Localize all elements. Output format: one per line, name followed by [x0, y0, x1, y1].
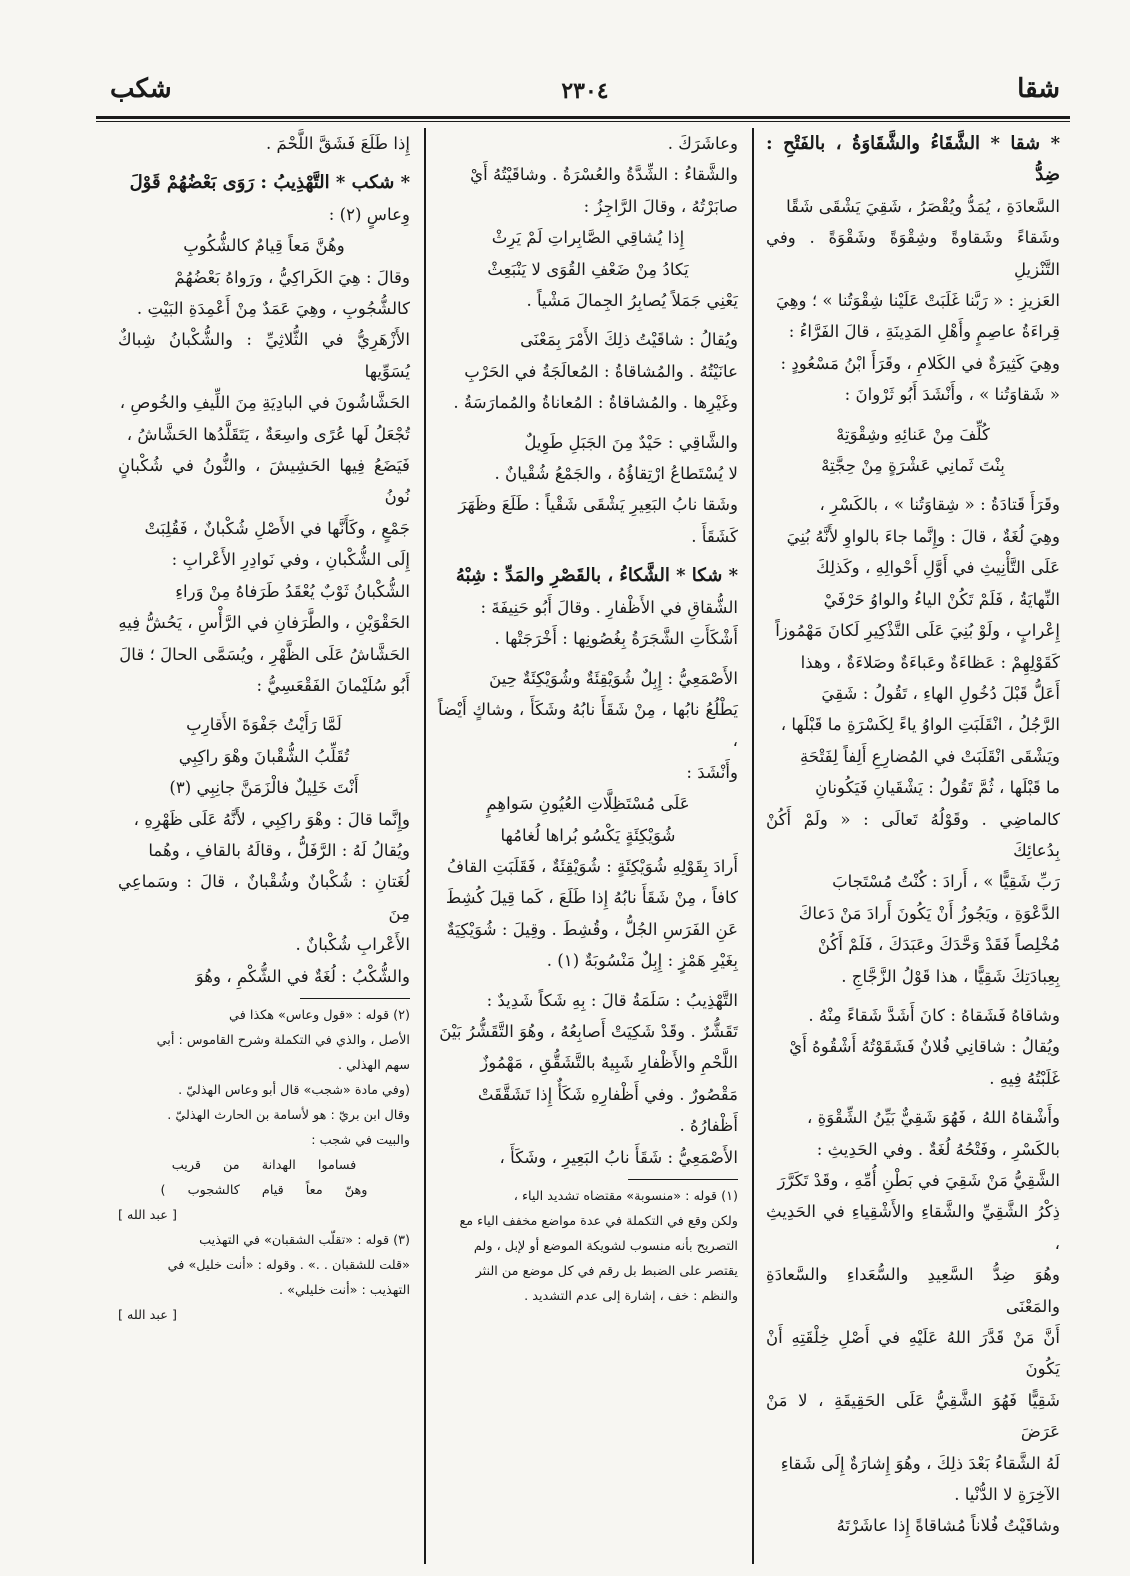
text-line: والشُّكْبُ : لُغَةٌ في الشُّكْمِ ، وهُوَ — [195, 966, 410, 986]
text-line: العَزيزِ : « رَبَّنا غَلَبَتْ عَلَيْنا شِقْوَتُنا » ؛ وهِيَ — [775, 291, 1060, 311]
text-line: الحَقْوَيْنِ ، والطَّرَفانِ في الرَّأْسِ ، يَحُشُّ فِيهِ — [118, 613, 410, 633]
text-line: وعاشَرَكَ . — [667, 134, 738, 153]
text-line: جَمْعٍ ، وكَأَنَّها في الأَصْلِ شُكْبانٌ ، فَقُلِبَتْ — [144, 518, 410, 538]
verse-line: يَكادُ مِنْ ضَعْفِ القُوَى لا يَنْبَعِثْ — [487, 259, 689, 279]
text-line: وشاقاهُ فَشَقاهُ : كانَ أَشَدَّ شَقاءً مِنْهُ . — [808, 1005, 1060, 1025]
text-line: إِعْرابٍ ، ولَوْ بُنِيَ عَلَى التَّذْكِيرِ لَكانَ مَهْمُوزاً — [775, 621, 1060, 641]
text-line: لَهُ الشَّقاءُ بَعْدَ ذلِكَ ، وهُوَ إِشارَةٌ إِلَى شَقاءِ — [780, 1453, 1060, 1473]
text-line: وأَنْشَدَ : — [686, 762, 738, 782]
header-rule-thin — [96, 121, 1070, 122]
text-line: لا يُسْتَطاعُ ارْتِقاؤُهُ ، والجَمْعُ شُقْيانٌ . — [494, 464, 738, 484]
text-line: بِغَيْرِ هَمْزٍ : إِبِلٌ مَنْسُوبَةٌ (١) . — [546, 951, 738, 971]
text-line: ويَشْقَى انْقَلَبَتْ في المُضارِعِ أَلِفاً لِفَتْحَةِ — [799, 746, 1060, 766]
text-line: مَقْصُورٌ . وفي أَظْفارِهِ شَكَأٌ إِذا تَشَقَّقَتْ — [477, 1084, 738, 1104]
verse-line: كُلِّفَ مِنْ عَنائِهِ وشِقْوَتِهْ — [836, 424, 990, 444]
text-line: أَبُو سُلَيْمانَ الفَقْعَسِيُّ : — [256, 675, 410, 695]
column-divider-left — [424, 128, 426, 1564]
page-number: ٢٣٠٤ — [561, 78, 609, 104]
header-entry-left: شكب — [110, 74, 172, 104]
text-line: وشَقا نابُ البَعِيرِ يَشْقَى شَقْياً : طَلَعَ وظَهَرَ — [458, 495, 738, 515]
footnote-verse: فساموا الهدانة من قريب — [171, 1157, 357, 1173]
text-line: التَّهْذِيبُ : سَلَمَةُ قالَ : بِهِ شَكاً شَدِيدٌ : — [486, 990, 738, 1010]
text-line: أَعَلُّ قَبْلَ دُخُولِ الهاءِ ، تَقُولُ : شَقِيَ — [821, 683, 1060, 703]
text-line: وهِيَ كَثِيرَةٌ في الكَلامِ ، وقَرَأَ ابْنُ مَسْعُودٍ : — [780, 353, 1060, 373]
footnote-line: «قلت للشقبان . .» . وقوله : «أنت خليل» في — [167, 1257, 410, 1273]
page-header — [100, 70, 1070, 114]
verse-line: أَنْتَ خَلِيلٌ فالْزَمَنَّ جانِبِي (٣) — [169, 778, 359, 798]
text-line: وهِيَ لُغَةٌ ، قالَ : وإِنَّما جاءَ بالواوِ لأَنَّهُ بُنِيَ — [786, 526, 1060, 546]
verse-line: وهُنَّ مَعاً قِيامٌ كالشُّكُوبِ — [183, 236, 345, 256]
text-line: يَعْنِي جَمَلاً يُصابِرُ الجِمالَ مَشْياً . — [526, 291, 738, 311]
verse-line: لَمَّا رَأَيْتُ جَفْوَةَ الأَقارِبِ — [186, 715, 342, 735]
spacer — [438, 655, 738, 663]
text-line: والشَّاقِي : حَيْدٌ مِنَ الجَبَلِ طَوِيلٌ — [524, 432, 738, 452]
footnote-line: (٣) قوله : «تقلّب الشقبان» في التهذيب — [199, 1232, 410, 1248]
text-line: الشُّقاقِ في الأَظْفارِ . وقالَ أَبُو حَنِيفَةَ : — [480, 597, 738, 617]
text-line: كَشَقَأَ . — [691, 526, 738, 546]
text-line: أَنَّ مَنْ قَدَّرَ اللهُ عَلَيْهِ في أَصْلِ خِلْقَتِهِ أَنْ يَكُونَ — [766, 1328, 1060, 1379]
spacer — [118, 159, 410, 167]
spacer — [438, 419, 738, 427]
footnote-line: سهم الهذلي . — [338, 1057, 410, 1073]
verse-line: عَلَى مُسْتَظِلَّاتِ العُيُونِ سَواهِمٍ — [486, 794, 690, 814]
spacer — [766, 411, 1060, 419]
text-line: أَشْكَأَتِ الشَّجَرَةُ بِغُصُونِها : أَخْرَجَتْها . — [494, 629, 738, 649]
text-line: وقالَ : هِيَ الكَراكِيُّ ، ورَواهُ بَعْضُهُمْ — [174, 267, 410, 287]
footnote-line: (وفي مادة «شجب» قال أبو وعاس الهذليّ . — [178, 1082, 410, 1098]
text-line: شَقِيًّا فَهُوَ الشَّقِيُّ عَلَى الحَقِيقَةِ ، لا مَنْ عَرَضَ — [766, 1390, 1060, 1442]
verse-line: بِنْتَ ثَمانِي عَشْرَةٍ مِنْ حِجَّتِهْ — [821, 456, 1005, 476]
entry-headword-line: * شكا * الشَّكاءُ ، بالقَصْرِ والمَدِّ : شِبْهُ — [455, 565, 738, 587]
spacer — [438, 552, 738, 560]
footnote-rule — [628, 1179, 738, 1180]
text-line: عَلَى التَّأْنِيثِ في أَوَّلِ أَحْوالِهِ ، وكَذلِكَ — [816, 558, 1060, 578]
text-line: ذِكْرُ الشَّقِيِّ والشَّقاءِ والأَشْقِياءِ في الحَدِيثِ ، — [766, 1202, 1060, 1253]
text-line: تُجْعَلُ لَها عُرًى واسِعَةٌ ، يَتَقَلَّدُها الحَشَّاشُ ، — [126, 424, 410, 444]
text-line: وغَيْرِها . والمُشاقاةُ : المُعاناةُ والمُمارَسَةُ . — [453, 393, 738, 413]
text-line: يَطْلُعُ نابُها ، مِنْ شَقَأَ نابُهُ وشَكَأَ ، وشاكٍ أَيْضاً ، — [438, 699, 738, 751]
text-line: غَلَبْتُهُ فِيهِ . — [989, 1068, 1060, 1088]
spacer — [766, 992, 1060, 1000]
text-line: السَّعادَةِ ، يُمَدُّ ويُقْصَرُ ، شَقِيَ يَشْقَى شَقًا — [786, 196, 1060, 216]
footnote-line: الأصل ، والذي في التكملة وشرح القاموس : أبي — [156, 1032, 410, 1048]
text-line: وشَقاءً وشَقاوةً وشِقْوَةً وشَقْوَةً . وفي التَّنْزيلِ — [766, 228, 1060, 279]
text-line: النِّهايَةُ ، فَلَمْ تَكُنْ الياءُ والواوُ حَرْفَيْ — [823, 589, 1060, 609]
footnote-line: ولكن وقع في التكملة في عدة مواضع مخفف الياء مع — [459, 1214, 738, 1229]
text-line: الحَشَّاشُونَ في البادِيَةِ مِنَ اللِّيفِ والخُوصِ ، — [119, 393, 410, 413]
footnote-verse: وهنّ معاً قيام كالشجوب ) — [160, 1182, 368, 1198]
footnote-line: التهذيب : «أنت خليلي» . — [279, 1282, 410, 1298]
footnote-signature: [ عبد الله ] — [118, 1307, 177, 1323]
text-line: أَرادَ بِقَوْلِهِ شُوَيْكِئَةٍ : شُوَيْقِئَةٌ ، فَقَلَبَتِ القافُ — [446, 856, 738, 876]
text-line: وقَرَأَ قَتادَةُ : « شِقاوَتُنا » ، بالكَسْرِ ، — [819, 495, 1060, 515]
text-line: اللَّحْمِ والأَظْفارِ شَبِيهٌ بالتَّشَقُّقِ ، مَهْمُوزٌ — [480, 1053, 738, 1073]
verse-line: إِذا يُشاقِي الصَّابِراتِ لَمْ يَرِثْ — [491, 228, 685, 248]
text-line: ويُقالُ : شاقانِي فُلانٌ فَشَقَوْتُهُ أَشْقُوهُ أَيْ — [789, 1037, 1060, 1057]
text-line: الأَزْهَرِيُّ في الثُّلاثِيِّ : والشُّكْبانُ شِباكٌ يُسَوِّيها — [118, 330, 410, 381]
text-line: الرَّجُلُ ، انْقَلَبَتِ الواوُ ياءً لِكَسْرَةِ ما قَبْلَها ، — [780, 715, 1060, 735]
text-line: والشَّقاءُ : الشِّدَّةُ والعُسْرَةُ . وشاقَيْتُهُ أَيْ — [470, 165, 738, 185]
text-line: الشُّكْبانُ ثَوْبٌ يُعْقَدُ طَرَفاهُ مِنْ وَراءِ — [175, 581, 410, 601]
text-line: الدَّعْوَةِ ، ويَجُوزُ أَنْ يَكُونَ أَرادَ مَنْ دَعاكَ — [798, 903, 1060, 923]
text-line: لُغَتانِ : شُكْبانٌ وشُقْبانٌ ، قالَ : وسَماعِي مِنَ — [118, 872, 410, 923]
text-line: بِعِبادَتِكَ شَقِيًّا ، هذا قَوْلُ الزَّجَّاجِ . — [841, 966, 1060, 986]
text-line: عَنِ الفَرَسِ الجُلُّ ، وقُشِطَ . وقِيلَ : شُوَيْكِيَةٌ — [446, 919, 738, 939]
text-line: قِراءَةُ عاصِمٍ وأَهْلِ المَدِينَةِ ، قالَ الفَرَّاءُ : — [788, 322, 1060, 342]
text-line: الأَصْمَعِيُّ : إِبِلٌ شُوَيْقِئَةٌ وشُوَيْكِئَةٌ حِينَ — [489, 668, 738, 688]
text-line: وهُوَ ضِدُّ السَّعِيدِ والسُّعَداءِ والسَّعادَةِ والمَعْنَى — [766, 1265, 1060, 1316]
column-left — [108, 128, 420, 1558]
footnote-line: وقال ابن بريّ : هو لأسامة بن الحارث الهذليّ . — [167, 1107, 410, 1123]
text-line: تَقَشُّرٌ . وقَدْ شَكِيَتْ أَصابِعُهُ ، وهُوَ التَّقَشُّرُ بَيْنَ — [439, 1021, 738, 1041]
text-line: إِلَى الشُّكْبانِ ، وفي نَوادِرِ الأَعْرابِ : — [171, 550, 410, 570]
verse-line: تُقَلِّبُ الشُّقْبانَ وهْوَ راكِبِي — [178, 746, 350, 766]
text-line: رَبِّ شَقِيًّا » ، أَرادَ : كُنْتُ مُسْتَجابَ — [832, 872, 1060, 892]
text-line: وإِنَّما قالَ : وهْوَ راكِبِي ، لأَنَّهُ عَلَى ظَهْرِهِ ، — [133, 809, 410, 829]
text-line: ويُقالُ : شاقَيْتُ ذلِكَ الأَمْرَ بِمَعْنَى — [520, 330, 738, 350]
spacer — [766, 481, 1060, 489]
spacer — [438, 316, 738, 324]
text-line: ويُقالُ لَهُ : الرَّفَلُّ ، وقالَهُ بالقافِ ، وهُما — [148, 840, 410, 860]
footnote-line: (١) قوله : «منسوبة» مقتضاه تشديد الياء ، — [513, 1189, 738, 1204]
verse-line: شُوَيْكِئَةٍ يَكْسُو بُراها لُغامُها — [500, 825, 676, 845]
footnote-signature: [ عبد الله ] — [118, 1207, 177, 1223]
entry-headword-line: * شكب * التَّهْذِيبُ : رَوَى بَعْضُهُمْ قَوْلَ — [129, 172, 410, 194]
footnote-line: التصريح بأنه منسوب لشويكة الموضع أو لإبل ، ولم — [473, 1239, 738, 1254]
spacer — [766, 1094, 1060, 1102]
text-line: الآخِرَةِ لا الدُّنْيا . — [954, 1485, 1060, 1505]
footnote-line: والنظم : خف ، إشارة إلى عدم التشديد . — [524, 1289, 738, 1304]
text-line: عانَيْتُهُ . والمُشاقاةُ : المُعالَجَةُ في الحَرْبِ — [464, 361, 738, 381]
text-line: كافاً ، مِنْ شَقَأَ نابُهُ إِذا طَلَعَ ، كَما قِيلَ كُشِطَ — [445, 888, 738, 908]
text-line: وأَشْقاهُ اللهُ ، فَهُوَ شَقِيٌّ بَيِّنُ الشِّقْوَةِ ، — [806, 1108, 1060, 1128]
text-line: وشاقَيْتُ فُلاناً مُشاقاةً إِذا عاشَرْتَهُ — [836, 1516, 1060, 1536]
text-line: الأَصْمَعِيُّ : شَقَأَ نابُ البَعِيرِ ، وشَكَأَ ، — [499, 1147, 738, 1167]
text-line: كالماضِي . وقَوْلُهُ تَعالَى : « ولَمْ أَكُنْ بِدُعائِكَ — [766, 809, 1060, 860]
footnote-line: يقتصر على الضبط بل رقم في كل موضع من النثر — [475, 1264, 738, 1279]
footnote-rule — [300, 998, 410, 999]
text-line: الحَشَّاشُ عَلَى الظَّهْرِ ، ويُسَمَّى الحالَ ؛ قالَ — [119, 644, 410, 664]
text-line: ما قَبْلَها ، ثُمَّ تَقُولُ : يَشْقَيانِ فَيَكُونانِ — [815, 778, 1060, 798]
footnote-line: (٢) قوله : «قول وعاس» هكذا في — [229, 1007, 410, 1023]
text-line: بالكَسْرِ ، وفَتْحُهُ لُغَةٌ . وفي الحَدِيثِ : — [816, 1139, 1060, 1159]
header-entry-right: شقا — [1017, 74, 1060, 104]
spacer — [438, 977, 738, 985]
spacer — [118, 701, 410, 709]
text-line: الشَّقِيُّ مَنْ شَقِيَ في بَطْنِ أُمِّهِ ، وقَدْ تَكَرَّرَ — [777, 1171, 1060, 1190]
column-divider-right — [752, 128, 754, 1564]
text-line: كَقَوْلِهِمْ : عَظاءَةٌ وعَباءَةٌ وصَلاءَةٌ ، وهذا — [800, 652, 1060, 672]
footnote-line: والبيت في شجب : — [311, 1132, 410, 1148]
text-line: صابَرْتُهُ ، وقالَ الرَّاجِزُ : — [583, 196, 738, 216]
text-line: الأَعْرابِ شُكْبانٌ . — [295, 935, 410, 955]
text-line: كالشُّجُوبِ ، وهِيَ عَمَدٌ مِنْ أَعْمِدَةِ البَيْتِ . — [136, 299, 410, 319]
text-line: إِذا طَلَعَ فَشَقَّ اللَّحْمَ . — [265, 134, 410, 153]
text-line: وِعاسٍ (٢) : — [328, 204, 410, 224]
text-line: « شَقاوَتُنا » ، وأَنْشَدَ أَبُو ثَرْوانَ : — [844, 385, 1060, 405]
text-line: مُخْلِصاً فَقَدْ وَحَّدَكَ وعَبَدَكَ ، فَلَمْ أَكُنْ — [817, 935, 1060, 955]
text-line: أَظْفارُهُ . — [679, 1116, 738, 1136]
text-line: فَيَضَعُ فِيها الحَشِيشَ ، والنُّونُ في شُكْبانٍ نُونُ — [118, 456, 410, 507]
column-right — [756, 128, 1070, 1558]
column-middle — [428, 128, 748, 1558]
header-rule — [96, 116, 1070, 119]
entry-headword-line: * شقا * الشَّقَاءُ والشَّقَاوَةُ ، بالفَتْحِ : ضِدُّ — [766, 133, 1060, 186]
